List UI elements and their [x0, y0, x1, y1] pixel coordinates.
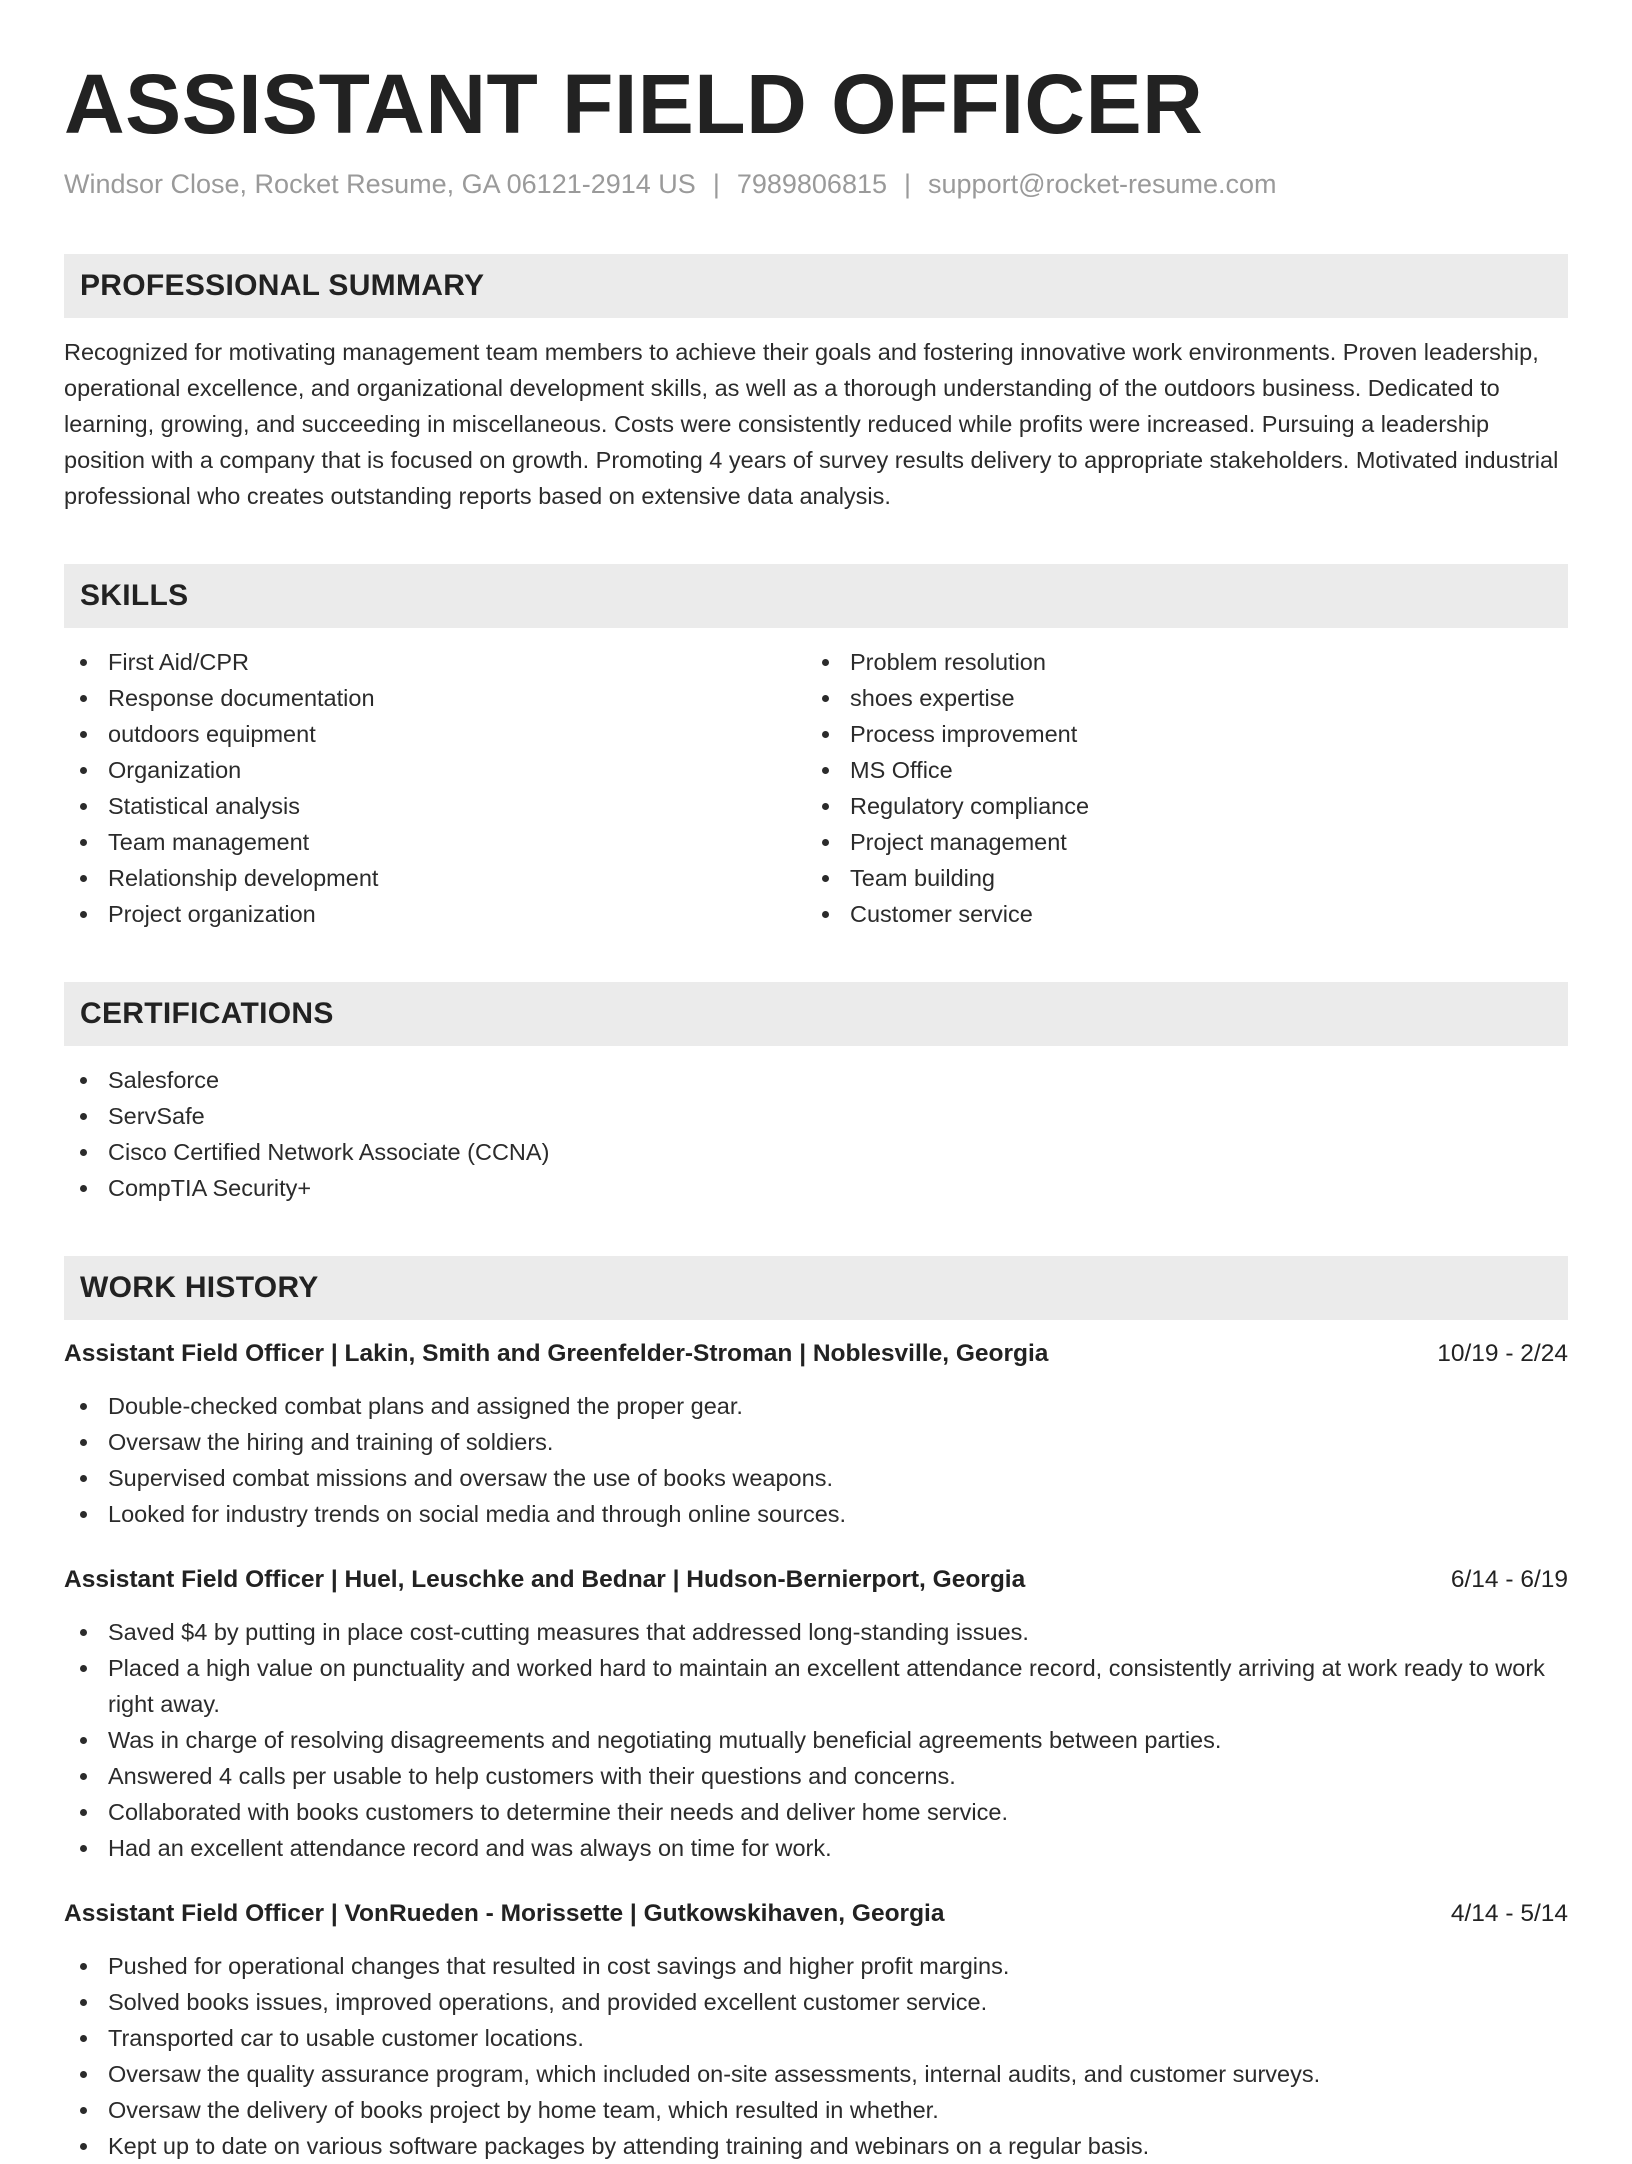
- list-item: Project organization: [64, 896, 806, 932]
- list-item: Problem resolution: [806, 644, 1548, 680]
- list-item: Collaborated with books customers to determine their needs and deliver home service.: [64, 1794, 1568, 1830]
- certifications-heading: CERTIFICATIONS: [64, 982, 1568, 1046]
- skills-section: [64, 564, 1568, 932]
- list-item: Pushed for operational changes that resulted in cost savings and higher profit margins.: [64, 1948, 1568, 1984]
- list-item: Oversaw the hiring and training of soldiers.: [64, 1424, 1568, 1460]
- list-item: Had an excellent attendance record and was always on time for work.: [64, 1830, 1568, 1866]
- work-history-heading: WORK HISTORY: [64, 1256, 1568, 1320]
- resume-title: ASSISTANT FIELD OFFICER: [64, 57, 1204, 151]
- skills-heading: SKILLS: [64, 564, 1568, 628]
- list-item: Cisco Certified Network Associate (CCNA): [64, 1134, 1568, 1170]
- contact-separator: |: [904, 169, 912, 199]
- email: support@rocket-resume.com: [928, 169, 1277, 199]
- address: Windsor Close, Rocket Resume, GA 06121-2914 US: [64, 169, 696, 199]
- list-item: Statistical analysis: [64, 788, 806, 824]
- job-header: [64, 1562, 1568, 1598]
- list-item: Placed a high value on punctuality and worked hard to maintain an excellent attendance record, consistently arriving at work ready to work right away.: [64, 1650, 1568, 1722]
- job-dates: 4/14 - 5/14: [1450, 1900, 1568, 1927]
- list-item: Answered 4 calls per usable to help customers with their questions and concerns.: [64, 1758, 1568, 1794]
- job-title: Assistant Field Officer | Lakin, Smith and Greenfelder-Stroman | Noblesville, Georgia: [64, 1340, 1049, 1367]
- job-dates: 6/14 - 6/19: [1450, 1566, 1568, 1593]
- list-item: Organization: [64, 752, 806, 788]
- certifications-section: [64, 982, 1568, 1206]
- phone: 7989806815: [736, 169, 887, 199]
- contact-line: [64, 166, 1568, 202]
- list-item: Process improvement: [806, 716, 1548, 752]
- list-item: Double-checked combat plans and assigned the proper gear.: [64, 1388, 1568, 1424]
- list-item: Relationship development: [64, 860, 806, 896]
- list-item: Customer service: [806, 896, 1548, 932]
- list-item: Response documentation: [64, 680, 806, 716]
- list-item: First Aid/CPR: [64, 644, 806, 680]
- certifications-list: [64, 1062, 1568, 1206]
- list-item: Project management: [806, 824, 1548, 860]
- job-bullets: [64, 1388, 1568, 1532]
- list-item: Oversaw the quality assurance program, which included on-site assessments, internal audits, and customer surveys.: [64, 2056, 1568, 2092]
- skills-left-list: [64, 644, 806, 932]
- job-title: Assistant Field Officer | VonRueden - Morissette | Gutkowskihaven, Georgia: [64, 1900, 945, 1927]
- job-bullets: [64, 1948, 1568, 2164]
- list-item: Was in charge of resolving disagreements and negotiating mutually beneficial agreements between parties.: [64, 1722, 1568, 1758]
- list-item: Transported car to usable customer locations.: [64, 2020, 1568, 2056]
- list-item: Solved books issues, improved operations, and provided excellent customer service.: [64, 1984, 1568, 2020]
- summary-section: [64, 254, 1568, 514]
- job-entry: [64, 1896, 1568, 2164]
- list-item: Oversaw the delivery of books project by home team, which resulted in whether.: [64, 2092, 1568, 2128]
- job-header: [64, 1336, 1568, 1372]
- job-bullets: [64, 1614, 1568, 1866]
- list-item: Regulatory compliance: [806, 788, 1548, 824]
- contact-separator: |: [712, 169, 720, 199]
- summary-heading: PROFESSIONAL SUMMARY: [64, 254, 1568, 318]
- job-title: Assistant Field Officer | Huel, Leuschke and Bednar | Hudson-Bernierport, Georgia: [64, 1566, 1026, 1593]
- job-dates: 10/19 - 2/24: [1437, 1340, 1568, 1367]
- skills-right-list: [806, 644, 1548, 932]
- list-item: Team building: [806, 860, 1548, 896]
- list-item: Looked for industry trends on social media and through online sources.: [64, 1496, 1568, 1532]
- list-item: shoes expertise: [806, 680, 1548, 716]
- list-item: Supervised combat missions and oversaw the use of books weapons.: [64, 1460, 1568, 1496]
- job-entry: [64, 1336, 1568, 1532]
- list-item: Team management: [64, 824, 806, 860]
- work-history-section: [64, 1256, 1568, 2164]
- list-item: outdoors equipment: [64, 716, 806, 752]
- list-item: ServSafe: [64, 1098, 1568, 1134]
- list-item: MS Office: [806, 752, 1548, 788]
- skills-grid: [64, 644, 1568, 932]
- job-header: [64, 1896, 1568, 1932]
- summary-text: Recognized for motivating management team members to achieve their goals and fostering innovative work environments. Proven leadership, operational excellence, and organizational development skills, as well as a thorough understanding of the outdoors business. Dedicated to learning, growing, and succeeding in miscellaneous. Costs were consistently reduced while profits were increased. Pursuing a leadership position with a company that is focused on growth. Promoting 4 years of survey results delivery to appropriate stakeholders. Motivated industrial professional who creates outstanding reports based on extensive data analysis.: [64, 339, 1559, 509]
- list-item: Salesforce: [64, 1062, 1568, 1098]
- jobs-list: [64, 1336, 1568, 2164]
- list-item: CompTIA Security+: [64, 1170, 1568, 1206]
- list-item: Saved $4 by putting in place cost-cutting measures that addressed long-standing issues.: [64, 1614, 1568, 1650]
- job-entry: [64, 1562, 1568, 1866]
- list-item: Kept up to date on various software packages by attending training and webinars on a regular basis.: [64, 2128, 1568, 2164]
